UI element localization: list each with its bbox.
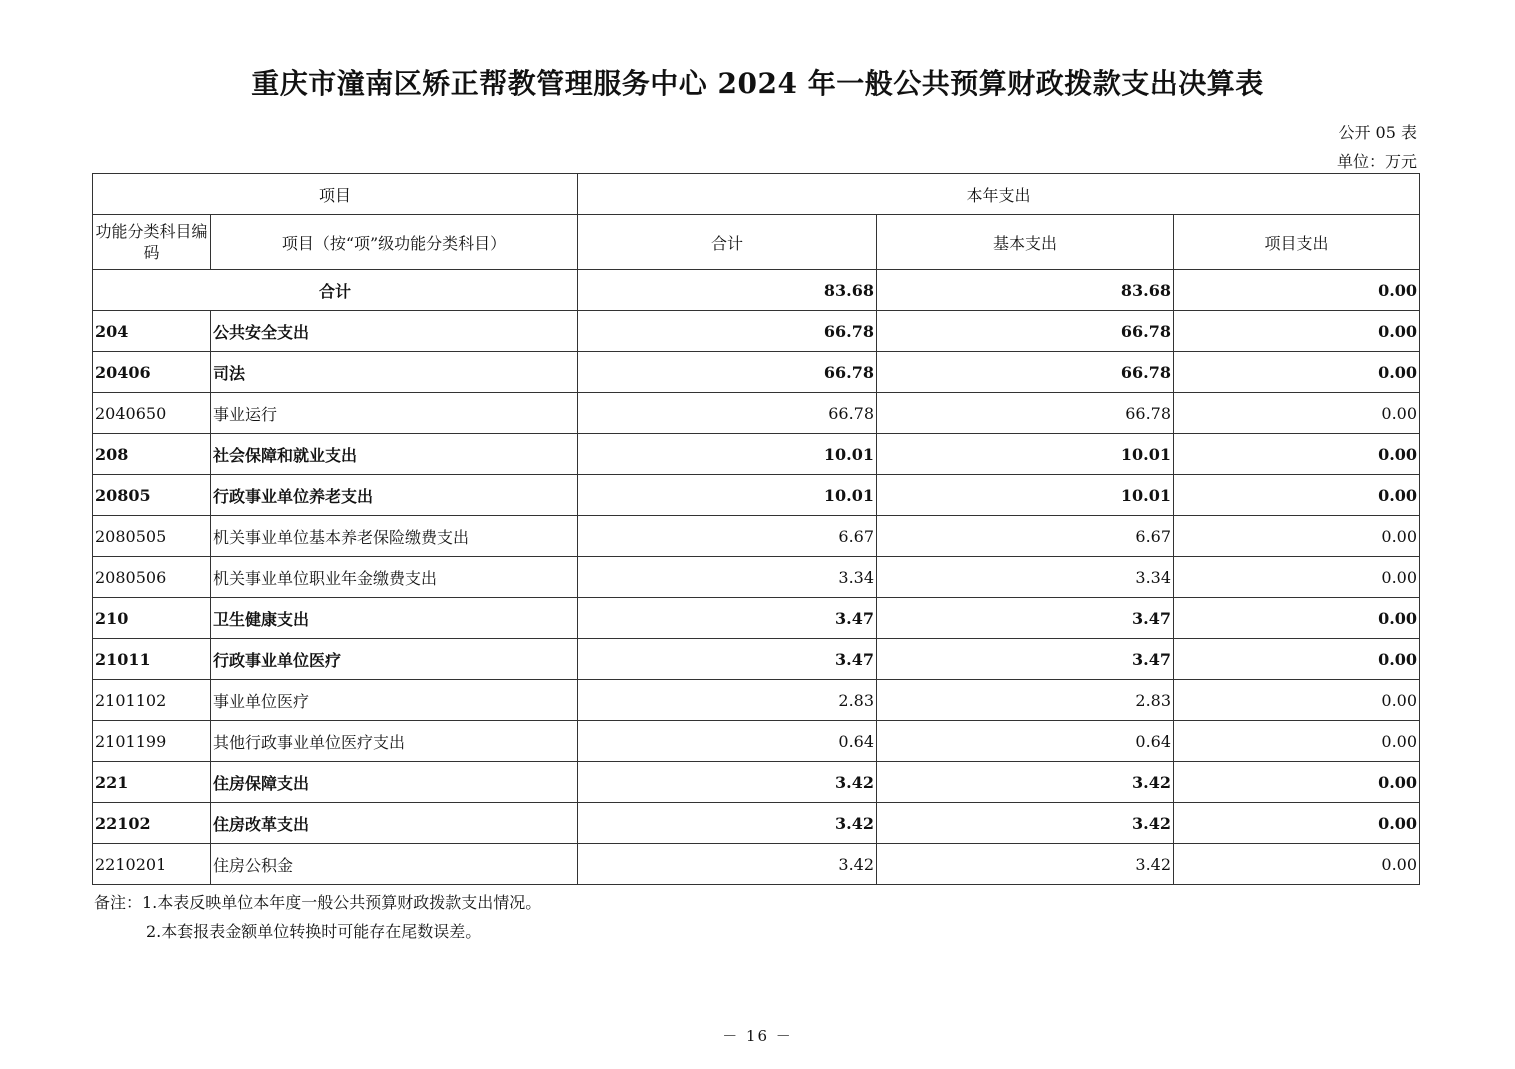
row-code: 20406: [93, 352, 211, 393]
table-row: [93, 516, 1420, 557]
row-basic: 3.47: [877, 639, 1174, 680]
row-basic: 3.42: [877, 803, 1174, 844]
row-code: 204: [93, 311, 211, 352]
row-project: 0.00: [1174, 557, 1420, 598]
row-total: 66.78: [578, 393, 877, 434]
row-code: 221: [93, 762, 211, 803]
table-row: [93, 311, 1420, 352]
row-name: 机关事业单位基本养老保险缴费支出: [211, 516, 578, 557]
row-code: 210: [93, 598, 211, 639]
row-code: 22102: [93, 803, 211, 844]
header-current-year: 本年支出: [578, 174, 1420, 215]
row-code: 2080506: [93, 557, 211, 598]
row-basic: 6.67: [877, 516, 1174, 557]
row-project: 0.00: [1174, 393, 1420, 434]
row-project: 0.00: [1174, 475, 1420, 516]
row-basic: 10.01: [877, 434, 1174, 475]
row-basic: 3.42: [877, 762, 1174, 803]
row-code: 2040650: [93, 393, 211, 434]
row-basic: 0.64: [877, 721, 1174, 762]
row-project: 0.00: [1174, 803, 1420, 844]
row-total: 3.42: [578, 762, 877, 803]
total-basic: 83.68: [877, 270, 1174, 311]
row-basic: 10.01: [877, 475, 1174, 516]
row-code: 2101199: [93, 721, 211, 762]
row-project: 0.00: [1174, 516, 1420, 557]
header-name-col: 项目（按“项”级功能分类科目）: [211, 215, 578, 270]
row-total: 3.47: [578, 598, 877, 639]
row-total: 3.34: [578, 557, 877, 598]
row-name: 行政事业单位养老支出: [211, 475, 578, 516]
table-row: [93, 844, 1420, 885]
table-row: [93, 393, 1420, 434]
total-project: 0.00: [1174, 270, 1420, 311]
row-total: 6.67: [578, 516, 877, 557]
table-row: [93, 557, 1420, 598]
row-name: 社会保障和就业支出: [211, 434, 578, 475]
unit-label: 单位：万元: [1336, 152, 1417, 171]
table-header-row-2: [93, 215, 1420, 270]
row-name: 住房保障支出: [211, 762, 578, 803]
table-row: [93, 803, 1420, 844]
row-name: 机关事业单位职业年金缴费支出: [211, 557, 578, 598]
row-project: 0.00: [1174, 721, 1420, 762]
row-name: 住房改革支出: [211, 803, 578, 844]
table-header-row-1: [93, 174, 1420, 215]
table-row: [93, 598, 1420, 639]
row-name: 公共安全支出: [211, 311, 578, 352]
note-2: 2.本套报表金额单位转换时可能存在尾数误差。: [146, 922, 482, 941]
row-basic: 3.34: [877, 557, 1174, 598]
row-project: 0.00: [1174, 311, 1420, 352]
table-row: [93, 639, 1420, 680]
header-basic-col: 基本支出: [877, 215, 1174, 270]
row-name: 事业运行: [211, 393, 578, 434]
row-project: 0.00: [1174, 762, 1420, 803]
row-code: 2080505: [93, 516, 211, 557]
row-name: 住房公积金: [211, 844, 578, 885]
row-code: 20805: [93, 475, 211, 516]
row-total: 3.47: [578, 639, 877, 680]
row-total: 3.42: [578, 844, 877, 885]
row-total: 66.78: [578, 352, 877, 393]
row-project: 0.00: [1174, 844, 1420, 885]
row-project: 0.00: [1174, 434, 1420, 475]
table-row: [93, 475, 1420, 516]
row-basic: 66.78: [877, 311, 1174, 352]
row-total: 10.01: [578, 475, 877, 516]
row-total: 0.64: [578, 721, 877, 762]
table-row: [93, 721, 1420, 762]
row-project: 0.00: [1174, 680, 1420, 721]
expenditure-table: [92, 173, 1420, 885]
total-total: 83.68: [578, 270, 877, 311]
row-project: 0.00: [1174, 639, 1420, 680]
table-row: [93, 680, 1420, 721]
row-code: 21011: [93, 639, 211, 680]
row-code: 208: [93, 434, 211, 475]
total-label: 合计: [93, 270, 578, 311]
header-project: 项目: [93, 174, 578, 215]
header-total-col: 合计: [578, 215, 877, 270]
total-row: [93, 270, 1420, 311]
row-project: 0.00: [1174, 598, 1420, 639]
row-name: 其他行政事业单位医疗支出: [211, 721, 578, 762]
note-1: 备注：1.本表反映单位本年度一般公共预算财政拨款支出情况。: [94, 893, 542, 912]
table-row: [93, 762, 1420, 803]
row-total: 2.83: [578, 680, 877, 721]
row-project: 0.00: [1174, 352, 1420, 393]
row-basic: 3.42: [877, 844, 1174, 885]
row-total: 3.42: [578, 803, 877, 844]
row-basic: 3.47: [877, 598, 1174, 639]
row-code: 2101102: [93, 680, 211, 721]
row-basic: 66.78: [877, 393, 1174, 434]
header-project-col: 项目支出: [1174, 215, 1420, 270]
table-row: [93, 352, 1420, 393]
row-basic: 2.83: [877, 680, 1174, 721]
row-name: 卫生健康支出: [211, 598, 578, 639]
row-code: 2210201: [93, 844, 211, 885]
row-basic: 66.78: [877, 352, 1174, 393]
header-code-col: 功能分类科目编码: [93, 215, 211, 270]
row-total: 66.78: [578, 311, 877, 352]
row-name: 事业单位医疗: [211, 680, 578, 721]
row-name: 行政事业单位医疗: [211, 639, 578, 680]
page-number: － 16 －: [722, 1027, 793, 1045]
page-title: 重庆市潼南区矫正帮教管理服务中心 2024 年一般公共预算财政拨款支出决算表: [251, 67, 1264, 100]
row-name: 司法: [211, 352, 578, 393]
table-row: [93, 434, 1420, 475]
table-code: 公开 05 表: [1338, 123, 1417, 142]
row-total: 10.01: [578, 434, 877, 475]
